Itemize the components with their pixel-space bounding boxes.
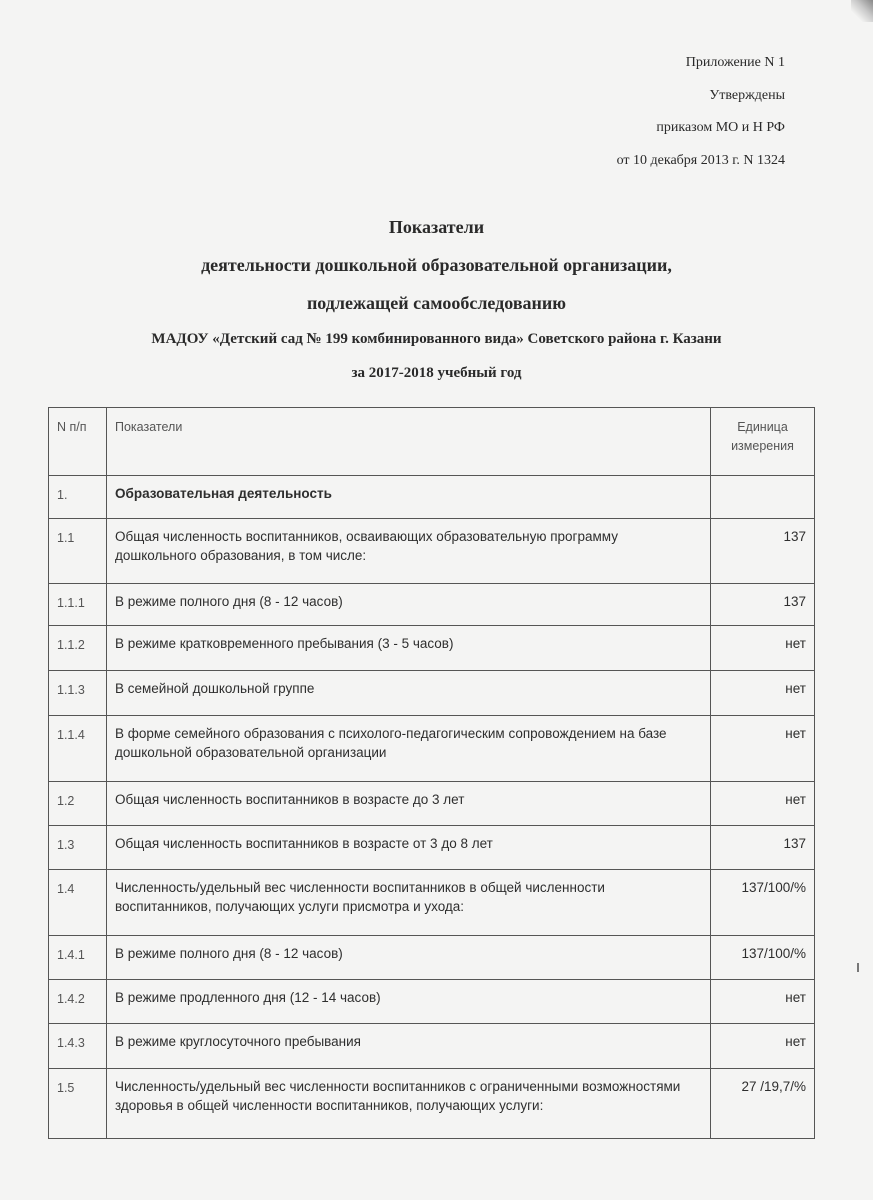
row-num: 1.1.1 [49,584,107,626]
row-text: В семейной дошкольной группе [107,671,711,716]
organization-name: МАДОУ «Детский сад № 199 комбинированного вида» Советского района г. Казани [151,331,722,347]
row-text: Образовательная деятельность [107,476,711,519]
row-text: В режиме круглосуточного пребывания [107,1024,711,1069]
table-row [49,716,815,782]
table-row [49,1024,815,1069]
row-value: нет [711,671,815,716]
document-title [40,208,833,390]
row-value: нет [711,980,815,1024]
row-value: 137/100/% [711,936,815,980]
row-text: Общая численность воспитанников в возрасте от 3 до 8 лет [107,826,711,870]
row-value: 27 /19,7/% [711,1069,815,1139]
row-num: 1.1.4 [49,716,107,782]
table-row [49,826,815,870]
row-text: В режиме полного дня (8 - 12 часов) [107,584,711,626]
row-value: 137/100/% [711,870,815,936]
row-value: 137 [711,519,815,584]
row-num: 1.3 [49,826,107,870]
row-num: 1.4.2 [49,980,107,1024]
row-num: 1.4.1 [49,936,107,980]
row-text: В режиме кратковременного пребывания (3 - 5 часов) [107,626,711,671]
order-date-label: от 10 декабря 2013 г. N 1324 [616,152,785,168]
row-text: Численность/удельный вес численности воспитанников с ограниченными возможностями здоровья в общей численности воспитанников, получающих услуги: [107,1069,711,1139]
row-value: нет [711,716,815,782]
row-value: нет [711,1024,815,1069]
table-row [49,936,815,980]
row-num: 1.5 [49,1069,107,1139]
row-text: В форме семейного образования с психолого-педагогическим сопровождением на базе дошкольной образовательной организации [107,716,711,782]
table-row [49,870,815,936]
row-text: Общая численность воспитанников, осваивающих образовательную программу дошкольного образования, в том числе: [107,519,711,584]
title-line-1: Показатели [388,217,485,237]
table-row [49,980,815,1024]
table-row [49,1069,815,1139]
order-label: приказом МО и Н РФ [656,120,785,135]
row-num: 1.2 [49,782,107,826]
row-value: 137 [711,826,815,870]
row-text: Численность/удельный вес численности воспитанников в общей численности воспитанников, получающих услуги присмотра и ухода: [107,870,711,936]
row-num: 1.1 [49,519,107,584]
row-text: Общая численность воспитанников в возрасте до 3 лет [107,782,711,826]
table-row [49,476,815,519]
row-text: В режиме продленного дня (12 - 14 часов) [107,980,711,1024]
table-row [49,626,815,671]
approval-header [617,47,785,177]
table-row [49,782,815,826]
header-unit: Единица измерения [711,408,815,476]
row-num: 1.4.3 [49,1024,107,1069]
indicators-table [48,407,815,1139]
academic-year: за 2017-2018 учебный год [351,365,522,381]
appendix-label: Приложение N 1 [685,55,785,70]
page-corner-shadow [851,0,873,22]
row-num: 1.4 [49,870,107,936]
table-row [49,519,815,584]
row-num: 1.1.2 [49,626,107,671]
row-value: 137 [711,584,815,626]
header-num: N п/п [49,408,107,476]
scan-mark [857,963,859,972]
row-value: нет [711,782,815,826]
row-value [711,476,815,519]
row-value: нет [711,626,815,671]
header-indicator: Показатели [107,408,711,476]
row-num: 1.1.3 [49,671,107,716]
table-row [49,584,815,626]
row-text: В режиме полного дня (8 - 12 часов) [107,936,711,980]
approved-label: Утверждены [709,87,785,103]
table-row [49,671,815,716]
title-line-3: подлежащей самообследованию [306,293,567,313]
title-line-2: деятельности дошкольной образовательной организации, [201,255,672,275]
row-num: 1. [49,476,107,519]
table-header-row [49,408,815,476]
